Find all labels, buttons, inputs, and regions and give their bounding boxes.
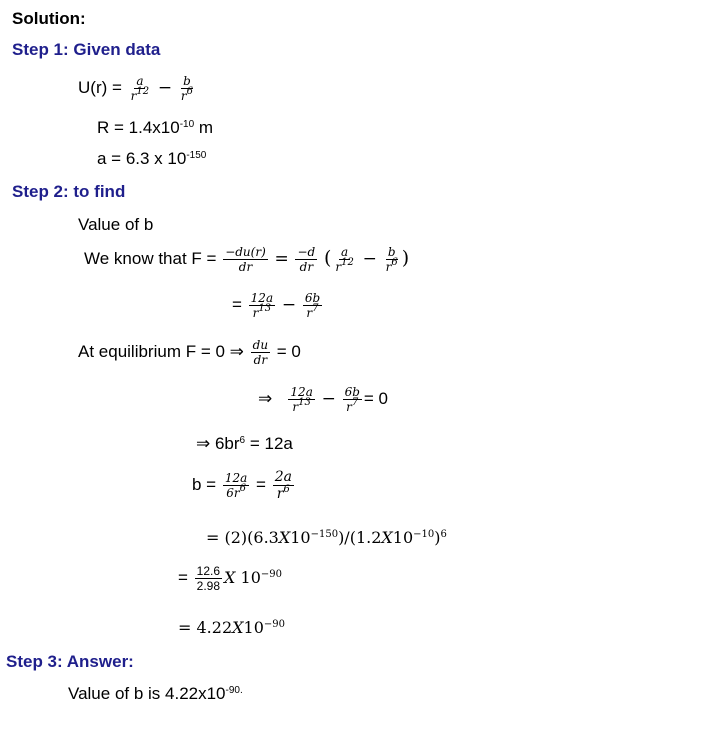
fraction-12a-6r6: $\frac{12a}{6r^6}$ [224, 471, 248, 500]
fraction-12a-r13: $\frac{12a}{r^{13}}$ [250, 291, 274, 320]
answer-line: Value of b is $4.22x10^{-90.}$ [68, 684, 243, 703]
step-2-heading: Step 2: to find [12, 182, 126, 201]
numerator: b [183, 74, 191, 88]
fraction-12-6-over-2-98: $\frac{12.6}{2.98}$ [196, 564, 221, 593]
fraction-12a-r13: $\frac{12a}{r^{13}}$ [290, 385, 313, 414]
step-1-heading: Step 1: Given data [12, 40, 161, 59]
b-expression: b = $\frac{12a}{6r^6}$ = $\frac{2a}{r^6}$ [192, 469, 292, 502]
numerator: a [136, 74, 144, 88]
potential-label: U(r) = [78, 77, 122, 97]
substitution-line: = $(2)(6.3X10^{-150})/(1.2X10^{-10})^6$ [206, 528, 447, 547]
fraction-a-over-r12 [129, 75, 151, 102]
we-know-label: We know that F = [84, 248, 217, 268]
fraction-2a-r6: $\frac{2a}{r^6}$ [274, 469, 292, 502]
fraction-6b-r7: $\frac{6b}{r^7}$ [344, 385, 360, 414]
fraction-a-over-r12: $\frac{a}{r^{12}}$ [335, 245, 354, 274]
six-br-equation: ⇒ $6br^6 = 12a$ [196, 434, 293, 453]
force-derivative: = $\frac{12a}{r^{13}}$ − $\frac{6b}{r^7}$ [232, 291, 321, 320]
fraction-du-dr: $\frac{-du(r)}{dr}$ [225, 245, 266, 274]
solution-heading: Solution: [12, 9, 86, 28]
equilibrium-condition: At equilibrium F = 0 ⇒ $\frac{du}{dr}$ = 0 [78, 338, 301, 367]
final-value-line: = $4.22X10^{-90}$ [178, 618, 285, 637]
given-R: $R = 1.4x10^{-10}$ m [97, 118, 214, 137]
ratio-line: = $\frac{12.6}{2.98}$ X $10^{-90}$ [178, 564, 282, 593]
minus-sign: − [157, 77, 173, 98]
step-3-heading: Step 3: Answer: [6, 652, 134, 671]
potential-equation [78, 75, 197, 102]
fraction-b-over-r6: $\frac{b}{r^6}$ [385, 245, 398, 274]
value-of-b-label: Value of b [78, 215, 154, 234]
denominator: $r^6$ [180, 86, 193, 103]
fraction-b-over-r6 [179, 75, 195, 102]
equilibrium-equation: ⇒ $\frac{12a}{r^{13}}$ − $\frac{6b}{r^7}$ = 0 [258, 385, 389, 414]
fraction-du-dr-simple: $\frac{du}{dr}$ [252, 338, 269, 367]
fraction-6b-r7: $\frac{6b}{r^7}$ [304, 291, 321, 320]
given-a: a = 6.3 x $10^{-150}$ [97, 149, 207, 168]
denominator: $r^{12}$ [130, 86, 150, 103]
fraction-d-dr: $\frac{-d}{dr}$ [297, 245, 316, 274]
force-equation: We know that F = $\frac{-du(r)}{dr}$ = $\frac{-d}{dr}$ ( $\frac{a}{r^{12}}$ − $\frac{b}{r^6}$ ) [84, 245, 410, 274]
